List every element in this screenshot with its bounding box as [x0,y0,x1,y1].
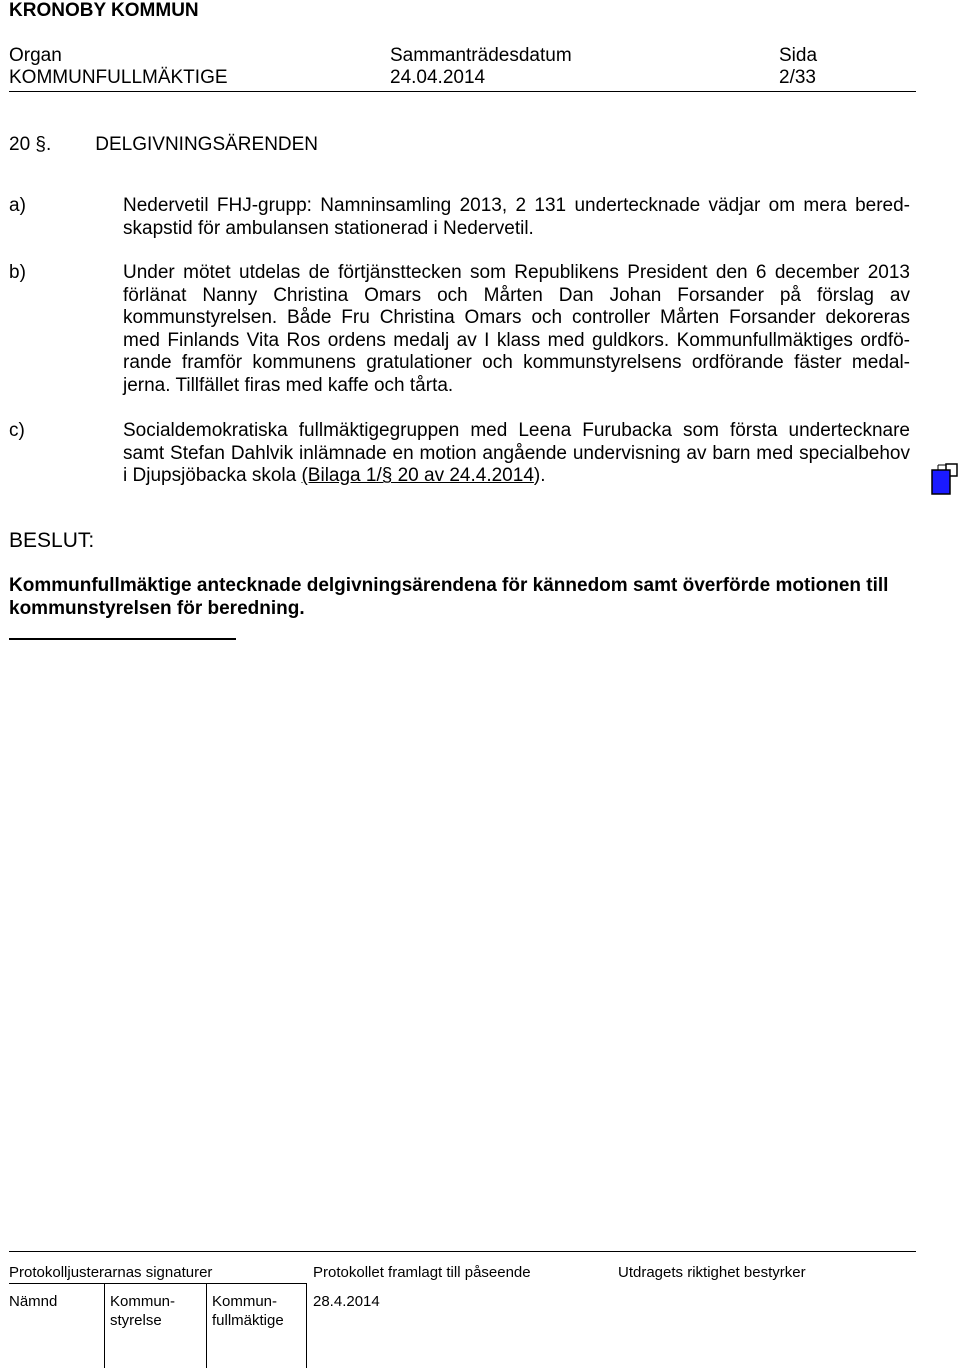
list-item-b [9,262,910,402]
section-title: DELGIVNINGSÄRENDEN [95,134,319,155]
kf-label-line1: Kommun- [212,1293,278,1310]
item-text: Socialdemokratiska fullmäktigegruppen med Leena Furubacka som första undertecknare samt Stefan Dahlvik inlämnade en motion angående undervisning av barn med specialbehov i Djupsjöbacka skola (Bilaga 1/§ 20 av 24.4.2014). [123,420,910,486]
item-label: a) [9,195,26,216]
item-label: b) [9,262,26,283]
date-label: Sammanträdesdatum [390,45,572,66]
item-text: Under mötet utdelas de förtjänsttecken som Republikens President den 6 december 2013 förlänat Nanny Christina Omars och Mårten Dan Johan Forsander på förslag av kommunstyrelsen. Både Fru Christina Omars och controller Mårten Forsander dekoreras med Finlands Vita Ros ordens medalj av I klass med guldkors. Kommunfullmäktiges ordförande framför kommunens gratulationer och kommunstyrelsens ordförande fäster medaljerna. Tillfället firas med kaffe och tårta. [123,262,910,396]
item-label: c) [9,420,25,441]
footer-divider [9,1251,916,1252]
header-divider [9,91,916,92]
certified-label: Utdragets riktighet bestyrker [618,1264,806,1281]
section-heading [9,134,318,156]
page-value: 2/33 [779,67,816,88]
date-value: 24.04.2014 [390,67,486,88]
item-text: Nedervetil FHJ-grupp: Namninsamling 2013, 2 131 undertecknade vädjar om mera beredskapstid för ambulansen stationerad i Nedervetil. [123,195,910,239]
end-rule [9,638,236,640]
page-label: Sida [779,45,818,66]
list-item-c [9,420,910,490]
list-item-a [9,195,910,245]
kf-label-line2: fullmäktige [212,1312,284,1329]
decision-text: Kommunfullmäktige antecknade delgivningsärendena för kännedom samt överförde motionen till kommunstyrelsen för beredning. [9,575,889,619]
organ-value: KOMMUNFULLMÄKTIGE [9,67,228,88]
column-divider [206,1283,207,1368]
ks-label-line2: styrelse [110,1312,162,1329]
presented-label: Protokollet framlagt till påseende [313,1264,531,1281]
namnd-label: Nämnd [9,1293,58,1310]
section-number: 20 §. [9,134,52,155]
organ-label: Organ [9,45,62,66]
attachment-icon[interactable] [930,463,958,495]
decision-heading: BESLUT: [9,529,95,552]
ks-label-line1: Kommun- [110,1293,176,1310]
signature-row-divider [9,1283,306,1284]
presented-date: 28.4.2014 [313,1293,380,1310]
column-divider [306,1283,307,1368]
column-divider [104,1283,105,1368]
municipality-name: KRONOBY KOMMUN [9,0,199,21]
signatures-label: Protokolljusterarnas signaturer [9,1264,213,1281]
attachment-link[interactable]: (Bilaga 1/§ 20 av 24.4.2014 [301,465,534,486]
